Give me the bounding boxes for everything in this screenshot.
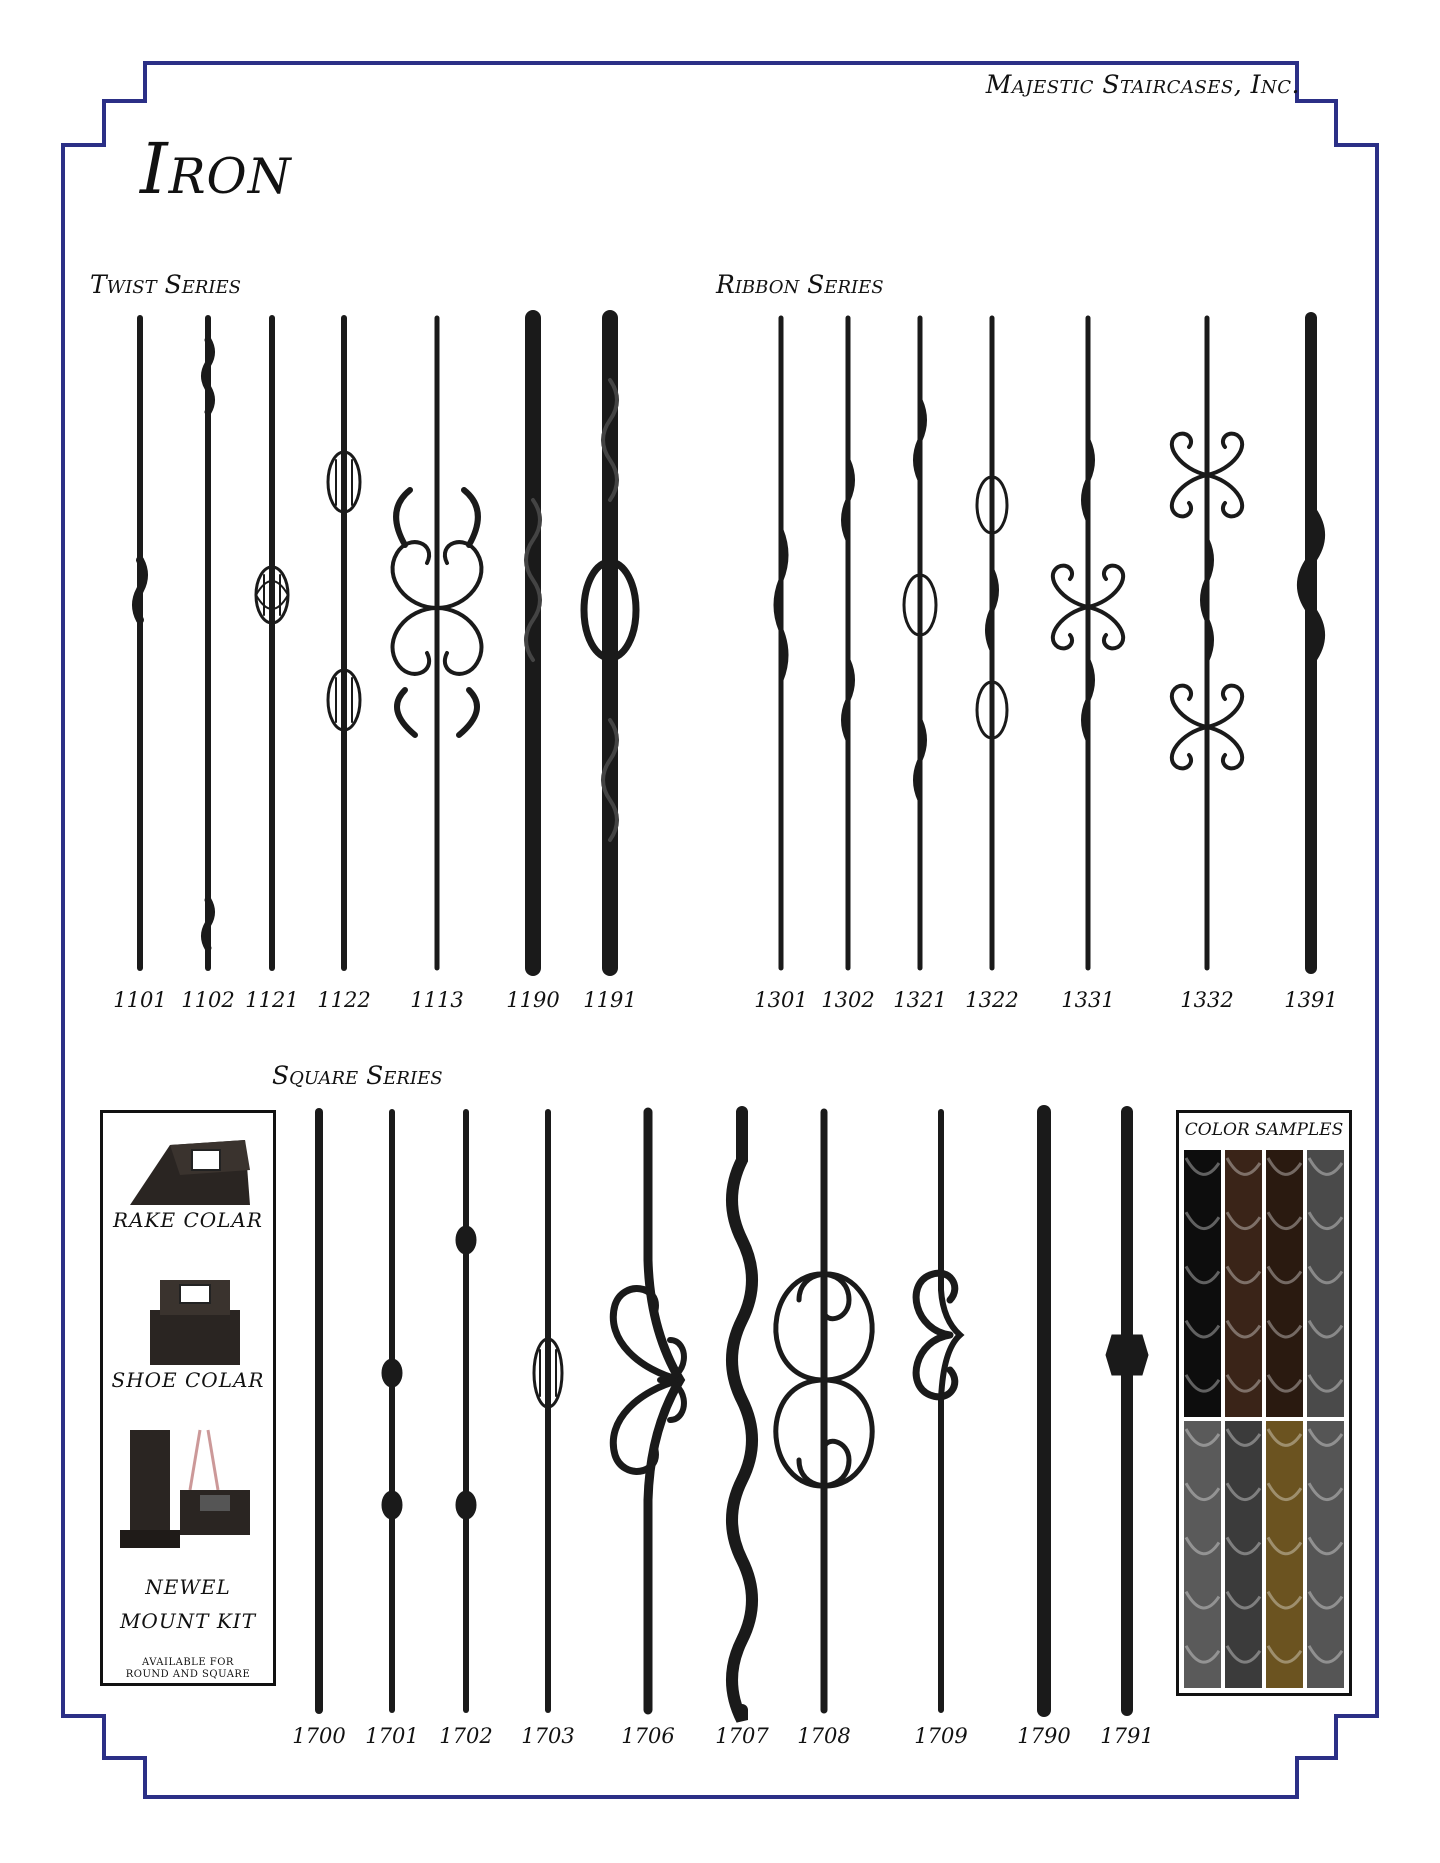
newel-mount-kit-label-line1: NEWEL xyxy=(145,1575,231,1599)
baluster-1101-drawing xyxy=(136,318,144,968)
newel-mount-kit-image xyxy=(120,1430,250,1548)
page-title: Iron xyxy=(140,128,292,210)
baluster-1706-drawing xyxy=(613,1112,684,1710)
baluster-1701-drawing xyxy=(382,1112,402,1710)
baluster-number: 1302 xyxy=(821,988,875,1012)
color-swatches xyxy=(1182,1148,1346,1690)
baluster-number: 1321 xyxy=(893,988,947,1012)
baluster-1703-drawing xyxy=(534,1112,562,1710)
availability-note-line1: AVAILABLE FOR xyxy=(142,1657,234,1668)
rake-collar-image xyxy=(130,1140,250,1205)
baluster-number: 1391 xyxy=(1284,988,1338,1012)
baluster-number: 1101 xyxy=(113,988,167,1012)
baluster-number: 1707 xyxy=(715,1724,769,1748)
baluster-number: 1709 xyxy=(914,1724,968,1748)
baluster-number: 1113 xyxy=(410,988,464,1012)
twist-series-heading: Twist Series xyxy=(90,270,241,299)
baluster-1322-drawing xyxy=(977,318,1007,968)
baluster-number: 1191 xyxy=(583,988,637,1012)
baluster-1102-drawing xyxy=(205,318,212,968)
baluster-number: 1331 xyxy=(1061,988,1115,1012)
baluster-number: 1121 xyxy=(245,988,299,1012)
baluster-1709-drawing xyxy=(916,1112,960,1710)
baluster-1121-drawing xyxy=(256,318,288,968)
ribbon-series-heading: Ribbon Series xyxy=(716,270,884,299)
baluster-1391-drawing xyxy=(1302,318,1320,968)
baluster-1302-drawing xyxy=(844,318,853,968)
baluster-1321-drawing xyxy=(904,318,936,968)
baluster-number: 1332 xyxy=(1180,988,1234,1012)
baluster-number: 1706 xyxy=(621,1724,675,1748)
color-samples-title: COLOR SAMPLES xyxy=(1184,1120,1344,1140)
baluster-number: 1701 xyxy=(365,1724,419,1748)
baluster-1331-drawing xyxy=(1053,318,1123,968)
baluster-number: 1790 xyxy=(1017,1724,1071,1748)
baluster-number: 1700 xyxy=(292,1724,346,1748)
accessory-illustrations xyxy=(100,1110,276,1686)
baluster-1707-drawing xyxy=(732,1112,752,1720)
baluster-number: 1102 xyxy=(181,988,235,1012)
baluster-number: 1703 xyxy=(521,1724,575,1748)
baluster-number: 1190 xyxy=(506,988,560,1012)
baluster-1301-drawing xyxy=(776,318,786,968)
square-series-heading: Square Series xyxy=(272,1061,443,1090)
company-name: Majestic Staircases, Inc. xyxy=(985,70,1300,99)
baluster-1702-drawing xyxy=(456,1112,476,1710)
newel-mount-kit-label-line2: MOUNT KIT xyxy=(119,1609,257,1633)
shoe-collar-image xyxy=(150,1280,240,1365)
baluster-1113-drawing xyxy=(393,318,482,968)
baluster-number: 1791 xyxy=(1100,1724,1154,1748)
rake-collar-label: RAKE COLAR xyxy=(113,1208,263,1232)
baluster-1122-drawing xyxy=(328,318,360,968)
baluster-1190-drawing xyxy=(526,318,540,968)
baluster-number: 1322 xyxy=(965,988,1019,1012)
baluster-1791-drawing xyxy=(1106,1112,1148,1710)
baluster-number: 1122 xyxy=(317,988,371,1012)
baluster-1708-drawing xyxy=(776,1112,872,1710)
shoe-collar-label: SHOE COLAR xyxy=(111,1368,265,1392)
baluster-number: 1301 xyxy=(754,988,808,1012)
baluster-1191-drawing xyxy=(584,318,636,968)
availability-note-line2: ROUND AND SQUARE xyxy=(125,1669,251,1680)
baluster-number: 1702 xyxy=(439,1724,493,1748)
baluster-1332-drawing xyxy=(1172,318,1242,968)
baluster-number: 1708 xyxy=(797,1724,851,1748)
